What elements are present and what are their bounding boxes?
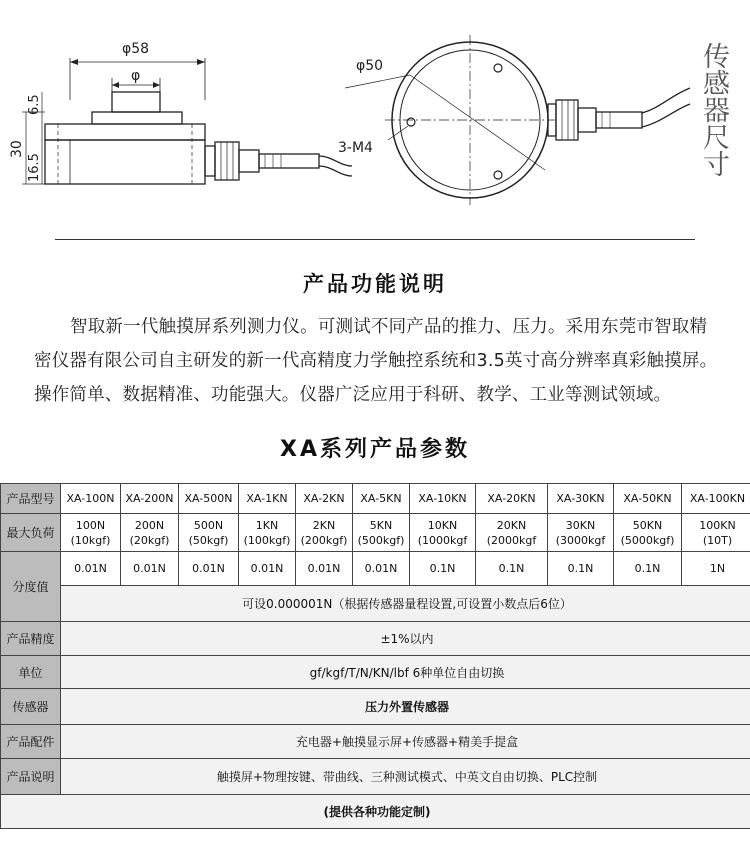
model-cell: XA-20KN: [476, 484, 548, 514]
resolution-cell: 0.01N: [353, 552, 410, 586]
custom-note: (提供各种功能定制): [1, 795, 750, 829]
model-cell: XA-100KN: [682, 484, 750, 514]
row-accessories: [1, 725, 750, 759]
row-max-load: [1, 514, 750, 552]
row-resolution-note: [1, 586, 750, 622]
model-cell: XA-5KN: [353, 484, 410, 514]
height-body-label: 16.5: [27, 153, 42, 182]
sensor-dimension-drawing: [0, 0, 700, 230]
outer-diameter-label: φ58: [122, 41, 150, 57]
load-cell: 2KN (200kgf): [296, 514, 353, 552]
model-cell: XA-200N: [121, 484, 179, 514]
resolution-cell: 0.1N: [548, 552, 614, 586]
hole-label: 3-M4: [338, 140, 373, 156]
load-cell: 500N (50kgf): [179, 514, 239, 552]
resolution-cell: 0.01N: [179, 552, 239, 586]
load-cell: 1KN (100kgf): [239, 514, 296, 552]
model-cell: XA-50KN: [614, 484, 682, 514]
resolution-cell: 0.01N: [121, 552, 179, 586]
label-accessories: 产品配件: [1, 725, 61, 759]
label-max-load: 最大负荷: [1, 514, 61, 552]
resolution-cell: 0.01N: [239, 552, 296, 586]
row-unit: [1, 656, 750, 689]
row-footer: [1, 795, 750, 829]
label-description: 产品说明: [1, 759, 61, 795]
model-cell: XA-10KN: [410, 484, 476, 514]
row-description: [1, 759, 750, 795]
resolution-cell: 0.1N: [476, 552, 548, 586]
unit-value: gf/kgf/T/N/KN/lbf 6种单位自由切换: [61, 656, 750, 689]
model-cell: XA-30KN: [548, 484, 614, 514]
resolution-cell: 1N: [682, 552, 750, 586]
resolution-cell: 0.1N: [410, 552, 476, 586]
sensor-value: 压力外置传感器: [61, 689, 750, 725]
model-cell: XA-2KN: [296, 484, 353, 514]
label-unit: 单位: [1, 656, 61, 689]
description-value: 触摸屏+物理按键、带曲线、三种测试模式、中英文自由切换、PLC控制: [61, 759, 750, 795]
inner-diameter-label: φ: [131, 68, 141, 84]
load-cell: 100N (10kgf): [61, 514, 121, 552]
load-cell: 20KN (2000kgf: [476, 514, 548, 552]
load-cell: 30KN (3000kgf: [548, 514, 614, 552]
row-sensor: [1, 689, 750, 725]
row-resolution: [1, 552, 750, 586]
params-title: XA系列产品参数: [280, 437, 470, 462]
model-cell: XA-1KN: [239, 484, 296, 514]
row-model: [1, 484, 750, 514]
label-sensor: 传感器: [1, 689, 61, 725]
height-total-label: 30: [9, 140, 25, 158]
load-cell: 100KN (10T): [682, 514, 750, 552]
load-cell: 5KN (500kgf): [353, 514, 410, 552]
row-accuracy: [1, 622, 750, 656]
resolution-cell: 0.01N: [296, 552, 353, 586]
spec-table: [0, 483, 750, 829]
accuracy-value: ±1%以内: [61, 622, 750, 656]
section-divider: [55, 239, 695, 240]
resolution-note: 可设0.000001N（根据传感器量程设置,可设置小数点后6位）: [61, 586, 750, 622]
load-cell: 200N (20kgf): [121, 514, 179, 552]
model-cell: XA-500N: [179, 484, 239, 514]
height-top-label: 6.5: [27, 94, 42, 115]
label-model: 产品型号: [1, 484, 61, 514]
load-cell: 50KN (5000kgf): [614, 514, 682, 552]
function-description: 智取新一代触摸屏系列测力仪。可测试不同产品的推力、压力。采用东莞市智取精密仪器有限公司自主研发的新一代高精度力学触控系统和3.5英寸高分辨率真彩触摸屏。操作简单、数据精准、功能强大。仪器广泛应用于科研、教学、工业等测试领域。: [34, 317, 718, 405]
label-accuracy: 产品精度: [1, 622, 61, 656]
sensor-size-vertical-title: 传感器尺寸: [698, 42, 729, 177]
model-cell: XA-100N: [61, 484, 121, 514]
resolution-cell: 0.01N: [61, 552, 121, 586]
function-title: 产品功能说明: [303, 272, 447, 296]
accessories-value: 充电器+触摸显示屏+传感器+精美手提盒: [61, 725, 750, 759]
top-diameter-label: φ50: [356, 58, 384, 74]
label-resolution: 分度值: [1, 552, 61, 622]
resolution-cell: 0.1N: [614, 552, 682, 586]
load-cell: 10KN (1000kgf: [410, 514, 476, 552]
